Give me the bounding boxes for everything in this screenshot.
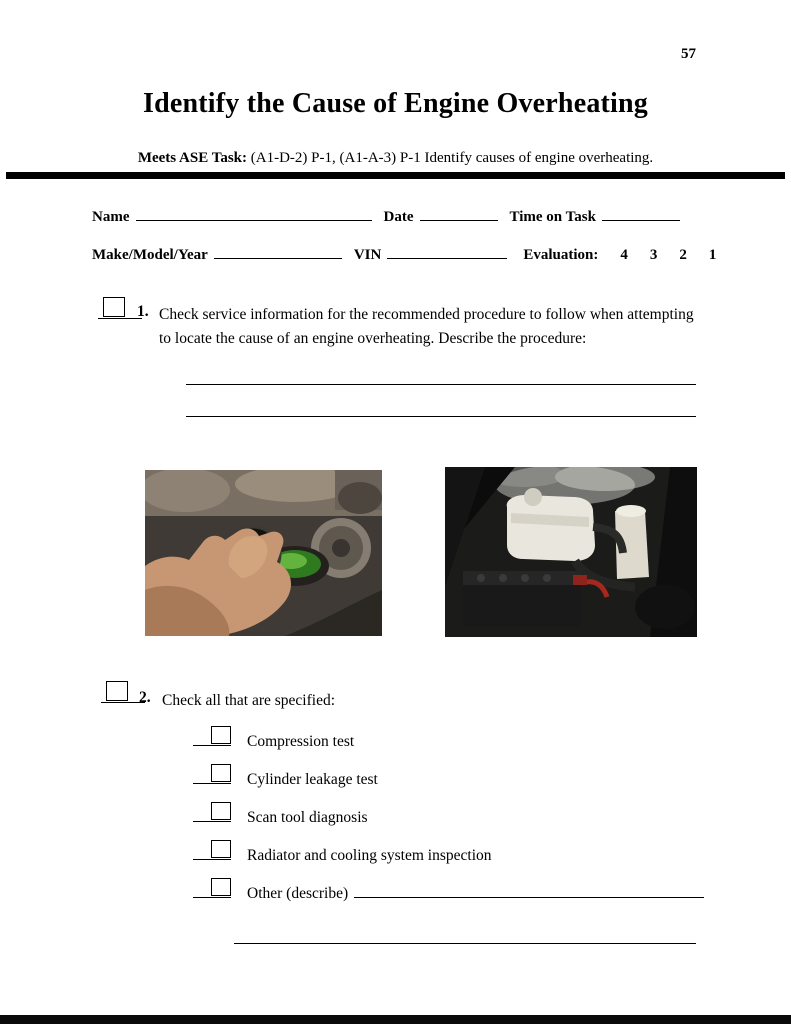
page-title: Identify the Cause of Engine Overheating <box>143 88 648 119</box>
date-input-line[interactable] <box>420 207 498 221</box>
procedure-answer-line-2[interactable] <box>186 401 696 417</box>
page-bottom-edge <box>0 1015 791 1024</box>
checkbox-box <box>211 764 231 782</box>
checkbox-box <box>211 878 231 896</box>
checkbox-box <box>106 681 128 701</box>
cylinder-leakage-test-label: Cylinder leakage test <box>247 771 378 788</box>
checklist-item-scan-tool-diagnosis <box>193 802 368 828</box>
vin-label: VIN <box>353 247 382 263</box>
scan-tool-diagnosis-label: Scan tool diagnosis <box>247 809 368 826</box>
name-label: Name <box>92 209 130 225</box>
make-model-year-label: Make/Model/Year <box>92 247 208 263</box>
cylinder-leakage-test-checkbox[interactable] <box>193 764 231 784</box>
radiator-cap-illustration <box>145 470 382 636</box>
evaluation-score-3: 3 <box>649 247 658 263</box>
time-on-task-label: Time on Task <box>509 209 596 225</box>
checklist-item-compression-test <box>193 726 354 752</box>
compression-test-label: Compression test <box>247 733 355 750</box>
coolant-reservoir-illustration <box>445 467 697 637</box>
task1-number: 1. <box>137 303 149 320</box>
evaluation-score-2: 2 <box>679 247 687 263</box>
ase-task-text: (A1-D-2) P-1, (A1-A-3) P-1 Identify causes of engine overheating. <box>250 150 654 166</box>
other-answer-line[interactable] <box>234 928 696 944</box>
checklist-item-radiator-inspection <box>193 840 492 866</box>
other-label: Other (describe) <box>247 885 349 902</box>
checkbox-box <box>211 840 231 858</box>
header-divider-rule <box>6 172 785 179</box>
time-on-task-input-line[interactable] <box>602 207 680 221</box>
other-checkbox[interactable] <box>193 878 231 898</box>
task2-text: Check all that are specified: <box>162 692 336 709</box>
task1-text: Check service information for the recommended procedure to follow when attempting to locate the cause of an engine overheating. Describe the procedure: <box>159 306 694 347</box>
name-input-line[interactable] <box>136 207 372 221</box>
checkbox-box <box>211 802 231 820</box>
student-info-row <box>92 207 680 226</box>
radiator-inspection-checkbox[interactable] <box>193 840 231 860</box>
evaluation-score-1: 1 <box>708 247 717 263</box>
compression-test-checkbox[interactable] <box>193 726 231 746</box>
make-model-year-input-line[interactable] <box>214 245 342 259</box>
checklist-item-other <box>193 878 704 904</box>
procedure-answer-line-1[interactable] <box>186 369 696 385</box>
checkbox-box <box>211 726 231 744</box>
ase-task-label: Meets ASE Task: <box>137 150 248 166</box>
task1-checkbox[interactable] <box>98 297 142 319</box>
vin-input-line[interactable] <box>387 245 507 259</box>
radiator-cap-photo <box>145 470 382 636</box>
date-label: Date <box>383 209 414 225</box>
checkbox-box <box>103 297 125 317</box>
task2-number: 2. <box>139 689 151 706</box>
other-describe-input-line[interactable] <box>354 884 704 898</box>
scan-tool-diagnosis-checkbox[interactable] <box>193 802 231 822</box>
page-number: 57 <box>681 46 696 62</box>
checklist-item-cylinder-leakage-test <box>193 764 378 790</box>
coolant-reservoir-photo <box>445 467 697 637</box>
vehicle-info-row <box>92 245 716 264</box>
radiator-inspection-label: Radiator and cooling system inspection <box>247 847 492 864</box>
evaluation-label: Evaluation: <box>523 247 599 263</box>
evaluation-score-4: 4 <box>620 247 628 263</box>
ase-task-line <box>0 150 791 167</box>
